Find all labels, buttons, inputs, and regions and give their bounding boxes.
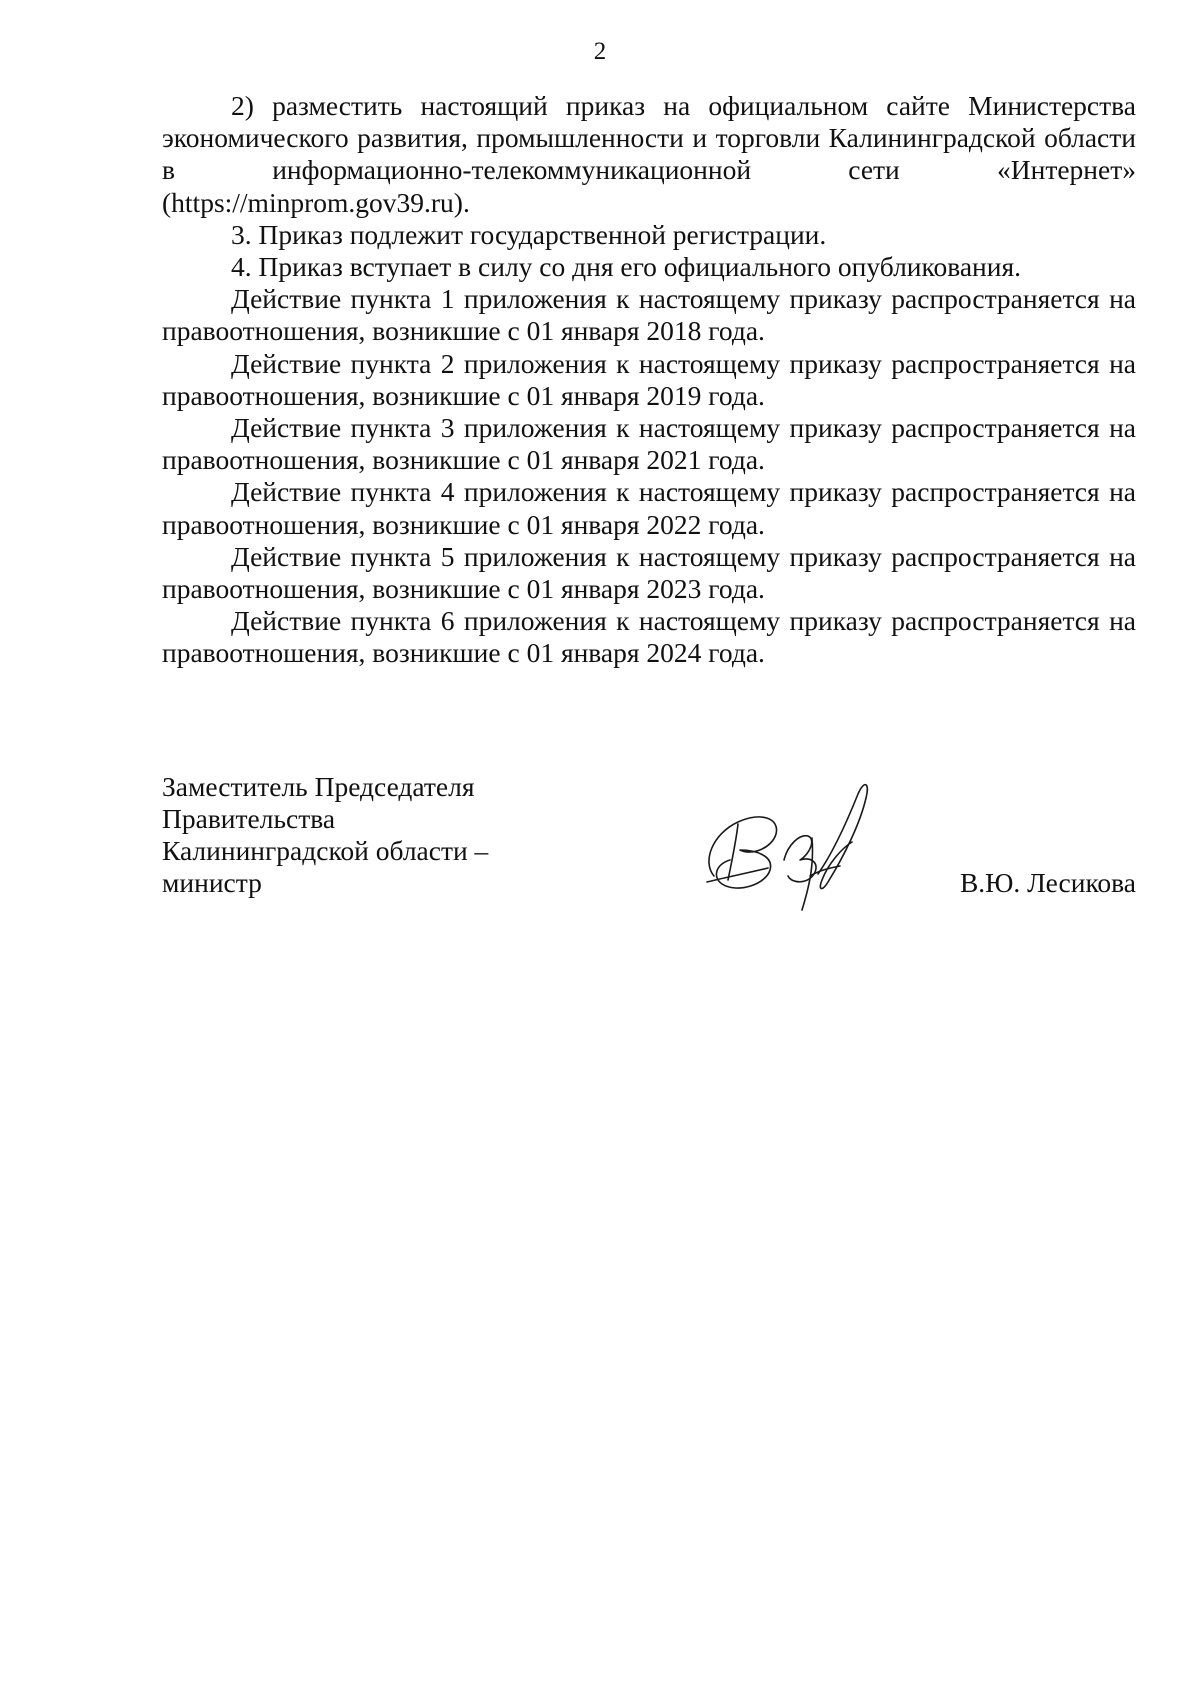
document-body bbox=[162, 90, 1136, 670]
paragraph-item-3-effect: Действие пункта 3 приложения к настоящему приказу распространяется на правоотношения, возникшие с 01 января 2021 года. bbox=[162, 412, 1136, 476]
paragraph-item-1-effect: Действие пункта 1 приложения к настоящему приказу распространяется на правоотношения, возникшие с 01 января 2018 года. bbox=[162, 283, 1136, 347]
paragraph-publication: 2) разместить настоящий приказ на официальном сайте Министерства экономического развития, промышленности и торговли Калининградской области в информационно-телекоммуникационной сети «Интернет» (https://minprom.gov39.ru). bbox=[162, 90, 1136, 218]
signer-position-line: министр bbox=[162, 867, 262, 898]
signer-position-line: Калининградской области – bbox=[162, 835, 489, 866]
paragraph-item-2-effect: Действие пункта 2 приложения к настоящему приказу распространяется на правоотношения, возникшие с 01 января 2019 года. bbox=[162, 347, 1136, 411]
signer-position bbox=[162, 771, 488, 899]
paragraph-item-5-effect: Действие пункта 5 приложения к настоящему приказу распространяется на правоотношения, возникшие с 01 января 2023 года. bbox=[162, 540, 1136, 605]
paragraph-item-4-effect: Действие пункта 4 приложения к настоящему приказу распространяется на правоотношения, возникшие с 01 января 2022 года. bbox=[162, 476, 1136, 540]
handwritten-signature bbox=[692, 764, 892, 914]
signer-name: В.Ю. Лесикова bbox=[959, 867, 1136, 898]
signature-block bbox=[162, 771, 1136, 931]
signer-position-line: Правительства bbox=[162, 803, 336, 834]
paragraph-item-6-effect: Действие пункта 6 приложения к настоящему приказу распространяется на правоотношения, возникшие с 01 января 2024 года. bbox=[162, 605, 1136, 669]
paragraph-registration: 3. Приказ подлежит государственной регистрации. bbox=[231, 218, 827, 250]
signer-position-line: Заместитель Председателя bbox=[162, 771, 475, 802]
page-number: 2 bbox=[593, 38, 607, 65]
paragraph-effective-date: 4. Приказ вступает в силу со дня его официального опубликования. bbox=[231, 251, 1022, 283]
